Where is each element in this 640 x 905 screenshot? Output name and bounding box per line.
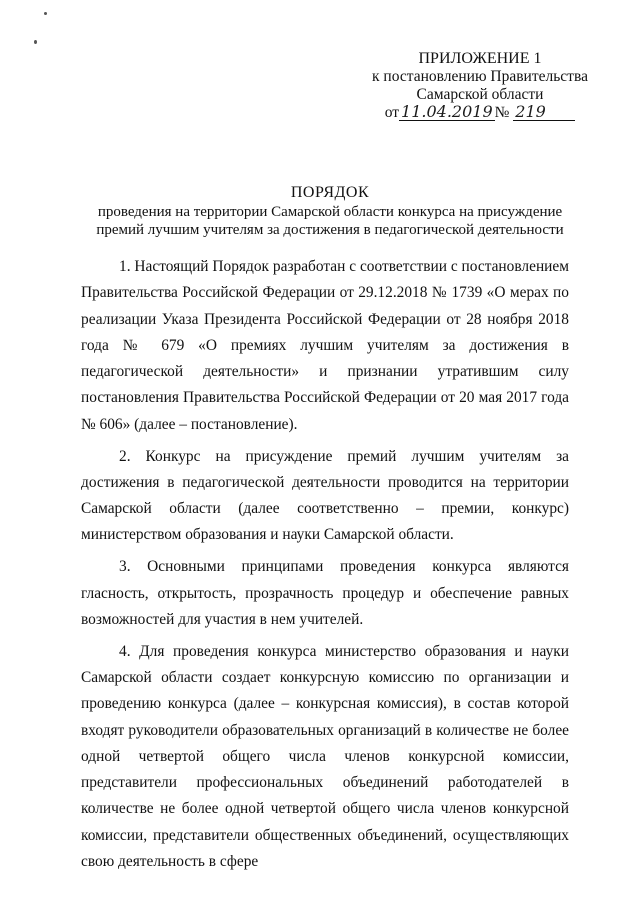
paragraph-3: 3. Основными принципами проведения конкурса являются гласность, открытость, прозрачность процедур и обеспечение равных возможностей для участия в нем учителей.	[81, 558, 569, 628]
subtitle-line-2: премий лучшим учителям за достижения в педагогической деятельности	[96, 222, 564, 238]
document-title: ПОРЯДОК	[290, 184, 370, 201]
appendix-date-row	[385, 104, 576, 122]
appendix-line-2: Самарской области	[416, 86, 544, 103]
subtitle-line-1: проведения на территории Самарской области конкурса на присуждение	[97, 204, 563, 220]
handwritten-date: 11.04.2019	[401, 102, 493, 121]
document-subtitle	[60, 203, 600, 239]
scan-speck	[44, 12, 47, 15]
appendix-title: ПРИЛОЖЕНИЕ 1	[418, 50, 542, 67]
scan-speck	[34, 40, 37, 44]
paragraph-2: 2. Конкурс на присуждение премий лучшим учителям за достижения в педагогической деятельности проводится на территории Самарской области (далее соответственно – премии, конкурс) министерством образования и науки Самарской области.	[81, 447, 569, 544]
number-prefix: №	[494, 104, 510, 121]
date-prefix: от	[384, 104, 400, 121]
appendix-block	[360, 50, 600, 122]
document-body	[81, 254, 569, 881]
paragraph-1: 1. Настоящий Порядок разработан с соответствии с постановлением Правительства Российской Федерации от 29.12.2018 № 1739 «О мерах по реализации Указа Президента Российской Федерации от 28 ноября 2018 года № 679 «О премиях лучшим учителям за достижения в педагогической деятельности» и признании утратившим силу постановления Правительства Российской Федерации от 20 мая 2017 года № 606» (далее – постановление).	[81, 258, 569, 433]
appendix-line-1: к постановлению Правительства	[372, 68, 588, 85]
handwritten-number: 219	[513, 104, 575, 121]
paragraph-4: 4. Для проведения конкурса министерство образования и науки Самарской области создает конкурсную комиссию по организации и проведению конкурса (далее – конкурсная комиссия), в состав которой входят руководители образовательных организаций в количестве не более одной четвертой общего числа членов конкурсной комиссии, представители профессиональных объединений работодателей в количестве не более одной четвертой общего числа членов конкурсной комиссии, представители общественных объединений, осуществляющих свою деятельность в сфере	[81, 642, 569, 871]
